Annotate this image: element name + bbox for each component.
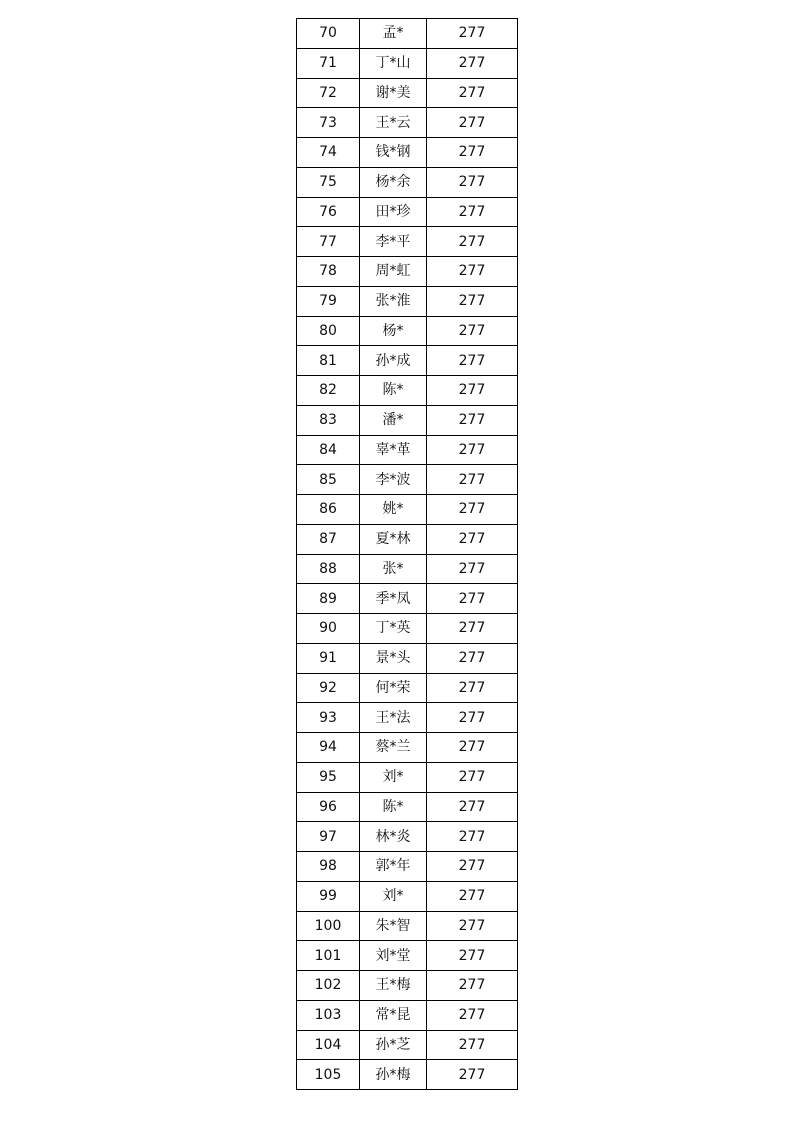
cell-no: 95 <box>297 762 360 792</box>
cell-no: 103 <box>297 1000 360 1030</box>
cell-no: 76 <box>297 197 360 227</box>
cell-name: 季*凤 <box>360 584 427 614</box>
table-row <box>297 108 518 138</box>
table-row <box>297 852 518 882</box>
cell-name: 周*虹 <box>360 257 427 287</box>
cell-no: 93 <box>297 703 360 733</box>
roster-table <box>296 18 518 1090</box>
table-row <box>297 78 518 108</box>
table-row <box>297 971 518 1001</box>
table-row <box>297 822 518 852</box>
cell-score: 277 <box>427 971 518 1001</box>
cell-no: 104 <box>297 1030 360 1060</box>
cell-no: 70 <box>297 19 360 49</box>
cell-no: 73 <box>297 108 360 138</box>
cell-score: 277 <box>427 108 518 138</box>
cell-score: 277 <box>427 792 518 822</box>
table-row <box>297 941 518 971</box>
cell-name: 刘*堂 <box>360 941 427 971</box>
table-row <box>297 524 518 554</box>
cell-no: 99 <box>297 881 360 911</box>
cell-score: 277 <box>427 852 518 882</box>
cell-no: 81 <box>297 346 360 376</box>
table-row <box>297 703 518 733</box>
cell-score: 277 <box>427 167 518 197</box>
cell-no: 102 <box>297 971 360 1001</box>
table-row <box>297 733 518 763</box>
cell-score: 277 <box>427 614 518 644</box>
cell-name: 李*波 <box>360 465 427 495</box>
cell-no: 98 <box>297 852 360 882</box>
cell-name: 王*梅 <box>360 971 427 1001</box>
cell-name: 丁*山 <box>360 48 427 78</box>
cell-score: 277 <box>427 762 518 792</box>
cell-score: 277 <box>427 435 518 465</box>
cell-score: 277 <box>427 703 518 733</box>
cell-no: 77 <box>297 227 360 257</box>
table-row <box>297 584 518 614</box>
cell-name: 杨*余 <box>360 167 427 197</box>
cell-no: 89 <box>297 584 360 614</box>
table-row <box>297 792 518 822</box>
table-row <box>297 911 518 941</box>
cell-name: 林*炎 <box>360 822 427 852</box>
cell-score: 277 <box>427 405 518 435</box>
cell-score: 277 <box>427 197 518 227</box>
cell-name: 田*珍 <box>360 197 427 227</box>
cell-score: 277 <box>427 911 518 941</box>
cell-name: 王*法 <box>360 703 427 733</box>
cell-no: 91 <box>297 643 360 673</box>
cell-no: 97 <box>297 822 360 852</box>
table-row <box>297 48 518 78</box>
cell-name: 何*荣 <box>360 673 427 703</box>
cell-score: 277 <box>427 346 518 376</box>
cell-score: 277 <box>427 584 518 614</box>
cell-name: 潘* <box>360 405 427 435</box>
cell-score: 277 <box>427 733 518 763</box>
table-row <box>297 227 518 257</box>
cell-no: 94 <box>297 733 360 763</box>
cell-name: 王*云 <box>360 108 427 138</box>
table-row <box>297 643 518 673</box>
cell-no: 96 <box>297 792 360 822</box>
cell-name: 杨* <box>360 316 427 346</box>
cell-no: 92 <box>297 673 360 703</box>
table-row <box>297 614 518 644</box>
cell-name: 景*头 <box>360 643 427 673</box>
cell-no: 90 <box>297 614 360 644</box>
table-row <box>297 554 518 584</box>
cell-name: 张*淮 <box>360 286 427 316</box>
table-row <box>297 465 518 495</box>
cell-score: 277 <box>427 316 518 346</box>
cell-name: 常*昆 <box>360 1000 427 1030</box>
table-row <box>297 346 518 376</box>
table-row <box>297 138 518 168</box>
cell-no: 74 <box>297 138 360 168</box>
cell-score: 277 <box>427 78 518 108</box>
cell-name: 刘* <box>360 762 427 792</box>
cell-name: 姚* <box>360 495 427 525</box>
table-row <box>297 1000 518 1030</box>
cell-no: 72 <box>297 78 360 108</box>
cell-no: 83 <box>297 405 360 435</box>
cell-score: 277 <box>427 822 518 852</box>
cell-no: 100 <box>297 911 360 941</box>
cell-score: 277 <box>427 257 518 287</box>
table-row <box>297 495 518 525</box>
cell-name: 刘* <box>360 881 427 911</box>
table-row <box>297 167 518 197</box>
cell-no: 105 <box>297 1060 360 1090</box>
cell-no: 87 <box>297 524 360 554</box>
cell-no: 80 <box>297 316 360 346</box>
cell-name: 朱*智 <box>360 911 427 941</box>
cell-name: 孙*芝 <box>360 1030 427 1060</box>
cell-score: 277 <box>427 19 518 49</box>
table-row <box>297 1060 518 1090</box>
cell-no: 82 <box>297 376 360 406</box>
table-row <box>297 257 518 287</box>
cell-name: 郭*年 <box>360 852 427 882</box>
table-row <box>297 1030 518 1060</box>
cell-no: 86 <box>297 495 360 525</box>
table-row <box>297 762 518 792</box>
cell-name: 张* <box>360 554 427 584</box>
cell-name: 陈* <box>360 792 427 822</box>
cell-score: 277 <box>427 376 518 406</box>
table-row <box>297 673 518 703</box>
table-row <box>297 197 518 227</box>
cell-score: 277 <box>427 227 518 257</box>
cell-score: 277 <box>427 524 518 554</box>
cell-name: 孙*梅 <box>360 1060 427 1090</box>
cell-score: 277 <box>427 1060 518 1090</box>
cell-no: 85 <box>297 465 360 495</box>
cell-no: 75 <box>297 167 360 197</box>
table-row <box>297 881 518 911</box>
cell-score: 277 <box>427 673 518 703</box>
table-row <box>297 405 518 435</box>
cell-name: 夏*林 <box>360 524 427 554</box>
cell-score: 277 <box>427 495 518 525</box>
cell-no: 101 <box>297 941 360 971</box>
cell-no: 71 <box>297 48 360 78</box>
table-row <box>297 286 518 316</box>
cell-score: 277 <box>427 48 518 78</box>
cell-name: 钱*钢 <box>360 138 427 168</box>
cell-no: 84 <box>297 435 360 465</box>
cell-score: 277 <box>427 1000 518 1030</box>
roster-body <box>297 19 518 1090</box>
cell-name: 孙*成 <box>360 346 427 376</box>
cell-name: 辜*革 <box>360 435 427 465</box>
cell-score: 277 <box>427 286 518 316</box>
cell-no: 88 <box>297 554 360 584</box>
cell-score: 277 <box>427 1030 518 1060</box>
cell-name: 李*平 <box>360 227 427 257</box>
cell-no: 79 <box>297 286 360 316</box>
table-row <box>297 19 518 49</box>
cell-name: 丁*英 <box>360 614 427 644</box>
cell-no: 78 <box>297 257 360 287</box>
cell-score: 277 <box>427 941 518 971</box>
table-row <box>297 435 518 465</box>
cell-name: 陈* <box>360 376 427 406</box>
cell-score: 277 <box>427 643 518 673</box>
cell-score: 277 <box>427 138 518 168</box>
cell-score: 277 <box>427 881 518 911</box>
cell-name: 孟* <box>360 19 427 49</box>
cell-name: 蔡*兰 <box>360 733 427 763</box>
cell-score: 277 <box>427 465 518 495</box>
table-row <box>297 316 518 346</box>
cell-name: 谢*美 <box>360 78 427 108</box>
cell-score: 277 <box>427 554 518 584</box>
table-row <box>297 376 518 406</box>
